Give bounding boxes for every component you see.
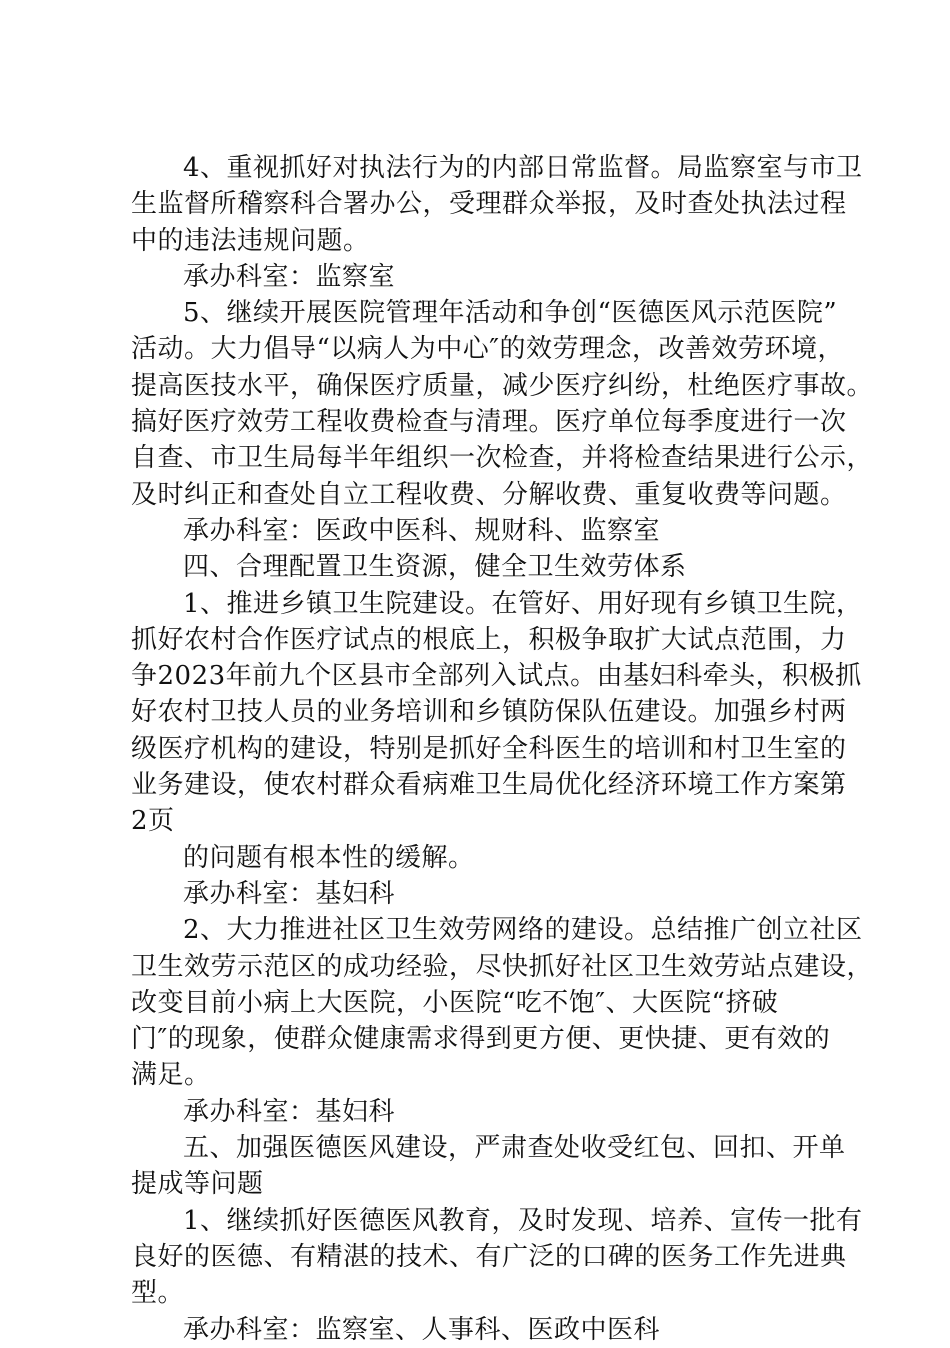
page-number-text: 2页 (131, 806, 175, 837)
responsible-office-line: 承办科室：基妇科 (183, 878, 396, 909)
text-line: 的问题有根本性的缓解。 (183, 842, 475, 873)
text-line: 4、重视抓好对执法行为的内部日常监督。局监察室与市卫 (183, 153, 863, 183)
text-line: 1、继续抓好医德医风教育，及时发现、培养、宣传一批有 (183, 1205, 863, 1236)
text-line: 5、继续开展医院管理年活动和争创“医德医风示范医院” (183, 298, 838, 329)
text-line: 生监督所稽察科合署办公，受理群众举报，及时查处执法过程 (131, 189, 847, 220)
text-line: 业务建设，使农村群众看病难卫生局优化经济环境工作方案第 (131, 770, 847, 801)
text-line: 中的违法违规问题。 (131, 225, 370, 256)
section-heading: 五、加强医德医风建设，严肃查处收受红包、回扣、开单 (183, 1133, 846, 1164)
text-line: 良好的医德、有精湛的技术、有广泛的口碑的医务工作先进典 (131, 1241, 847, 1272)
text-line: 自查、市卫生局每半年组织一次检查，并将检查结果进行公示， (131, 443, 874, 474)
text-line: 争2023年前九个区县市全部列入试点。由基妇科牵头，积极抓 (131, 661, 862, 692)
text-line: 1、推进乡镇卫生院建设。在管好、用好现有乡镇卫生院， (183, 588, 863, 619)
responsible-office-line: 承办科室：监察室、人事科、医政中医科 (183, 1314, 661, 1345)
text-line: 级医疗机构的建设，特别是抓好全科医生的培训和村卫生室的 (131, 733, 847, 764)
document-body (131, 150, 874, 1348)
section-heading-continued: 提成等问题 (131, 1169, 264, 1200)
responsible-office-line: 承办科室：基妇科 (183, 1096, 396, 1127)
text-line: 门″的现象，使群众健康需求得到更方便、更快捷、更有效的 (131, 1024, 831, 1055)
text-line: 抓好农村合作医疗试点的根底上，积极争取扩大试点范围，力 (131, 624, 847, 655)
text-line: 卫生效劳示范区的成功经验，尽快抓好社区卫生效劳站点建设， (131, 951, 874, 982)
text-line: 满足。 (131, 1060, 211, 1091)
responsible-office-line: 承办科室：监察室 (183, 261, 396, 292)
text-line: 提高医技水平，确保医疗质量，减少医疗纠纷，杜绝医疗事故。 (131, 370, 874, 401)
responsible-office-line: 承办科室：医政中医科、规财科、监察室 (183, 515, 661, 546)
text-line: 改变目前小病上大医院，小医院“吃不饱″、大医院“挤破 (131, 987, 779, 1018)
text-line: 搞好医疗效劳工程收费检查与清理。医疗单位每季度进行一次 (131, 407, 847, 438)
text-line: 好农村卫技人员的业务培训和乡镇防保队伍建设。加强乡村两 (131, 697, 847, 728)
text-line: 型。 (131, 1278, 185, 1309)
text-line: 及时纠正和查处自立工程收费、分解收费、重复收费等问题。 (131, 479, 847, 510)
text-line: 2、大力推进社区卫生效劳网络的建设。总结推广创立社区 (183, 915, 863, 946)
section-heading: 四、合理配置卫生资源，健全卫生效劳体系 (183, 552, 687, 583)
text-line: 活动。大力倡导“以病人为中心″的效劳理念，改善效劳环境， (131, 334, 845, 365)
